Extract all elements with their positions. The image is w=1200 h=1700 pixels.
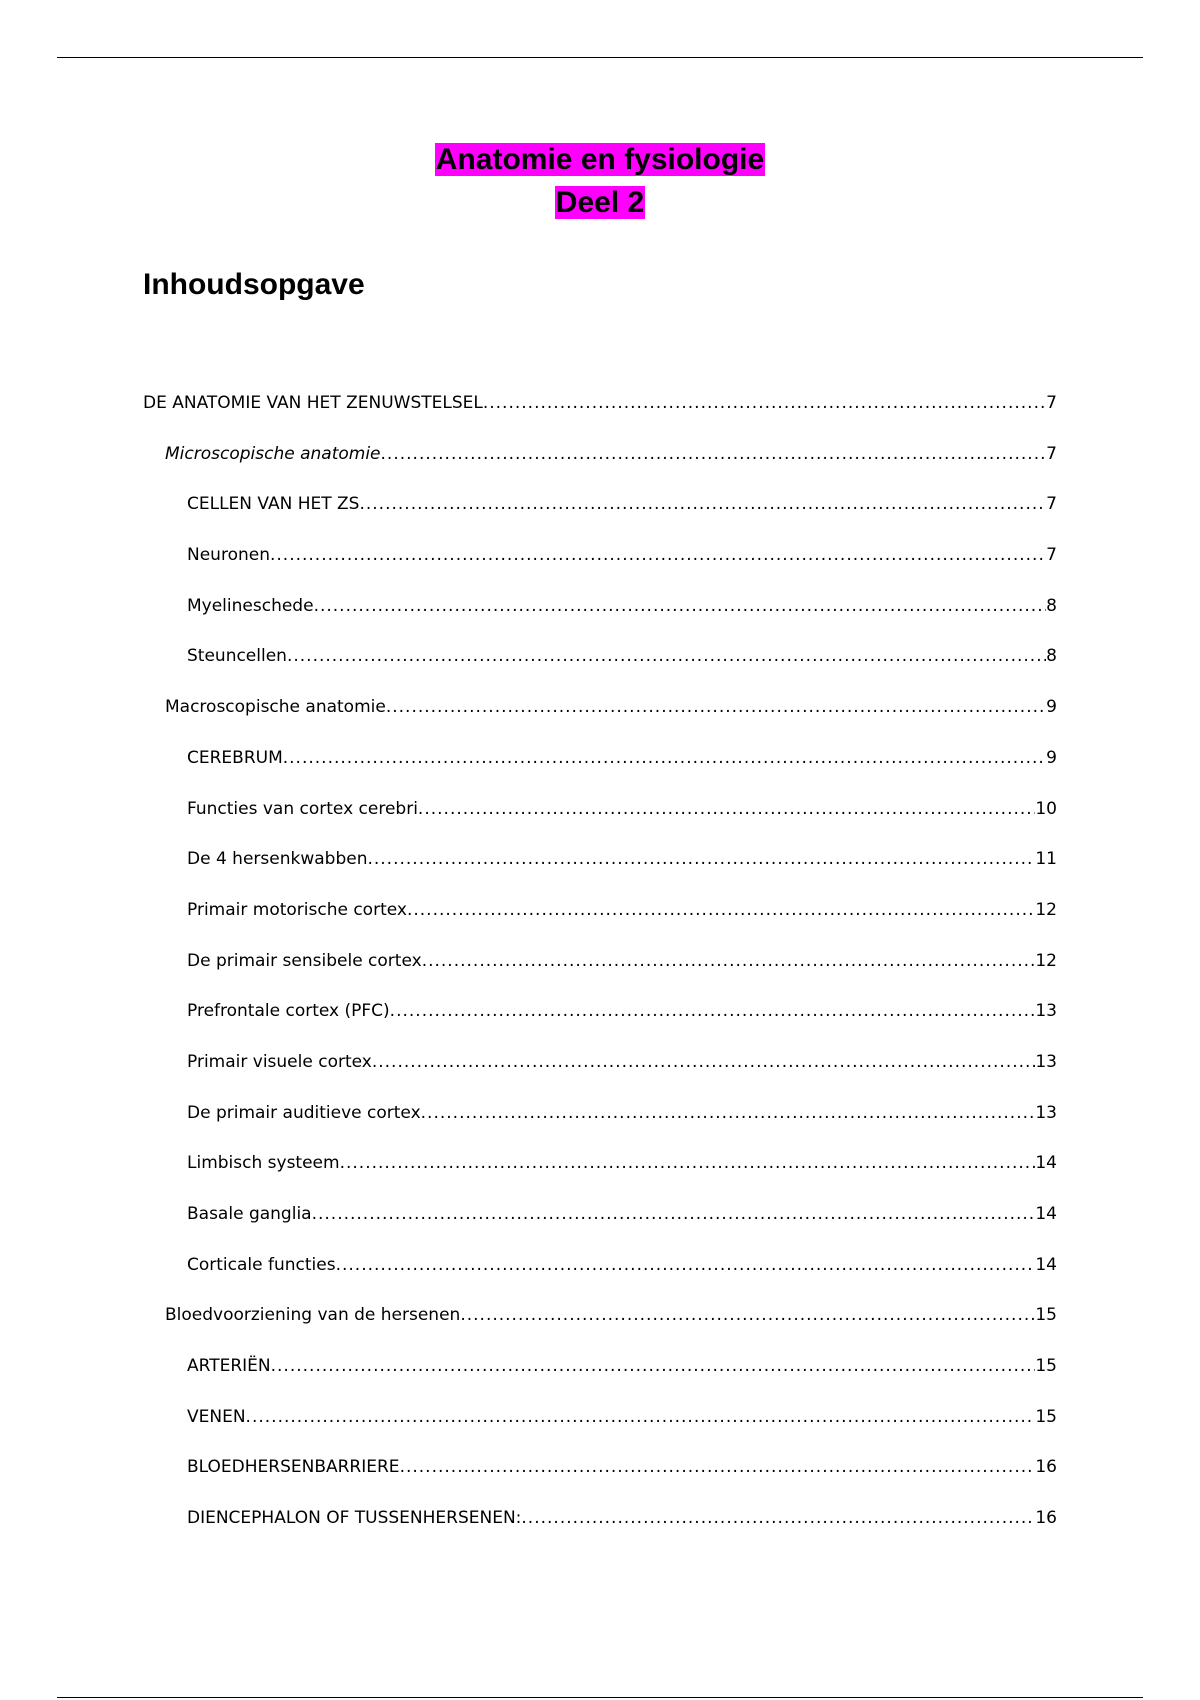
toc-entry-page-number: 16 [1035,1508,1057,1529]
toc-entry-label: De primair auditieve cortex [187,1102,421,1123]
toc-entry-label: Bloedvoorziening van de hersenen [165,1305,461,1326]
toc-dot-leader [372,1048,1036,1076]
toc-entry-page-number: 7 [1046,545,1057,566]
toc-entry[interactable] [143,1453,1057,1504]
toc-entry[interactable] [143,1251,1057,1302]
toc-entry-page-number: 16 [1035,1457,1057,1478]
toc-dot-leader [314,592,1047,620]
toc-dot-leader [312,1200,1036,1228]
toc-dot-leader [421,1099,1036,1127]
toc-dot-leader [246,1403,1036,1431]
toc-entry-page-number: 14 [1035,1204,1057,1224]
toc-dot-leader [340,1149,1036,1177]
toc-entry-page-number: 14 [1035,1153,1057,1174]
toc-entry-page-number: 8 [1046,595,1057,616]
toc-entry-page-number: 9 [1046,747,1057,768]
toc-entry-label: Prefrontale cortex (PFC) [187,1001,390,1022]
toc-entry-label: DIENCEPHALON OF TUSSENHERSENEN: [187,1508,522,1529]
toc-dot-leader [270,541,1046,569]
toc-entry-label: Microscopische anatomie [165,443,381,464]
toc-entry-page-number: 12 [1035,950,1057,971]
toc-heading: Inhoudsopgave [143,268,365,301]
toc-entry-label: DE ANATOMIE VAN HET ZENUWSTELSEL [143,393,483,413]
toc-entry-label: Macroscopische anatomie [165,697,386,718]
toc-entry-page-number: 12 [1035,899,1057,920]
toc-entry[interactable] [143,1403,1057,1454]
top-page-rule [57,57,1143,58]
toc-entry-label: Corticale functies [187,1254,336,1275]
toc-dot-leader [521,1504,1035,1532]
toc-dot-leader [359,490,1046,518]
toc-entry-label: Limbisch systeem [187,1153,340,1174]
toc-entry-page-number: 13 [1035,1102,1057,1123]
bottom-page-rule [57,1697,1143,1698]
title-main-text: Anatomie en fysiologie [435,143,765,176]
toc-entry[interactable] [143,1301,1057,1352]
title-line-2 [0,184,1200,227]
toc-dot-leader [386,693,1046,721]
toc-dot-leader [407,896,1035,924]
title-part-text: Deel 2 [555,186,645,219]
toc-entry[interactable] [143,490,1057,541]
toc-dot-leader [367,845,1035,873]
toc-entry-label: BLOEDHERSENBARRIERE [187,1457,400,1478]
toc-dot-leader [390,997,1036,1025]
toc-entry-label: Primair visuele cortex [187,1051,372,1072]
toc-dot-leader [381,440,1047,468]
toc-entry[interactable] [143,845,1057,896]
toc-entry-page-number: 7 [1046,393,1057,413]
toc-dot-leader [460,1301,1035,1329]
toc-entry-page-number: 15 [1035,1356,1057,1377]
toc-entry[interactable] [143,541,1057,592]
document-title [0,141,1200,227]
toc-entry[interactable] [143,1099,1057,1150]
toc-entry-label: Functies van cortex cerebri [187,798,418,819]
toc-entry-label: Myelineschede [187,595,314,616]
toc-entry-label: VENEN [187,1406,246,1427]
toc-entry-page-number: 15 [1035,1305,1057,1326]
title-line-1 [0,141,1200,184]
toc-dot-leader [400,1453,1036,1481]
toc-entry[interactable] [143,592,1057,643]
toc-entry-page-number: 13 [1035,1001,1057,1022]
toc-entry[interactable] [143,440,1057,491]
toc-entry-label: Steuncellen [187,646,287,667]
toc-entry-label: ARTERIËN [187,1356,271,1377]
toc-entry-page-number: 10 [1035,798,1057,819]
toc-entry[interactable] [143,947,1057,998]
toc-dot-leader [422,947,1036,975]
toc-dot-leader [483,389,1046,417]
toc-entry[interactable] [143,1504,1057,1555]
toc-dot-leader [283,744,1046,772]
toc-entry[interactable] [143,1149,1057,1200]
toc-entry-page-number: 7 [1046,494,1057,515]
toc-entry[interactable] [143,389,1057,440]
toc-entry[interactable] [143,1048,1057,1099]
toc-entry-page-number: 11 [1035,849,1057,870]
toc-dot-leader [271,1352,1036,1380]
toc-entry[interactable] [143,693,1057,744]
toc-entry-page-number: 9 [1046,697,1057,718]
toc-entry-label: CEREBRUM [187,747,283,768]
toc-entry[interactable] [143,896,1057,947]
toc-entry[interactable] [143,1352,1057,1403]
toc-entry[interactable] [143,795,1057,846]
toc-entry[interactable] [143,1200,1057,1251]
toc-entry-label: Neuronen [187,545,270,566]
toc-entry[interactable] [143,997,1057,1048]
toc-entry-page-number: 7 [1046,443,1057,464]
toc-entry-label: CELLEN VAN HET ZS [187,494,360,515]
toc-entry-label: De 4 hersenkwabben [187,849,368,870]
toc-entry-label: De primair sensibele cortex [187,950,422,971]
toc-entry-page-number: 13 [1035,1051,1057,1072]
toc-entry-label: Basale ganglia [187,1204,312,1224]
table-of-contents [143,389,1057,1555]
toc-dot-leader [418,795,1035,823]
toc-dot-leader [336,1251,1036,1279]
toc-entry-page-number: 15 [1035,1406,1057,1427]
toc-entry-label: Primair motorische cortex [187,899,407,920]
toc-entry[interactable] [143,642,1057,693]
toc-entry-page-number: 14 [1035,1254,1057,1275]
toc-entry[interactable] [143,744,1057,795]
toc-dot-leader [287,642,1046,670]
toc-entry-page-number: 8 [1046,646,1057,667]
